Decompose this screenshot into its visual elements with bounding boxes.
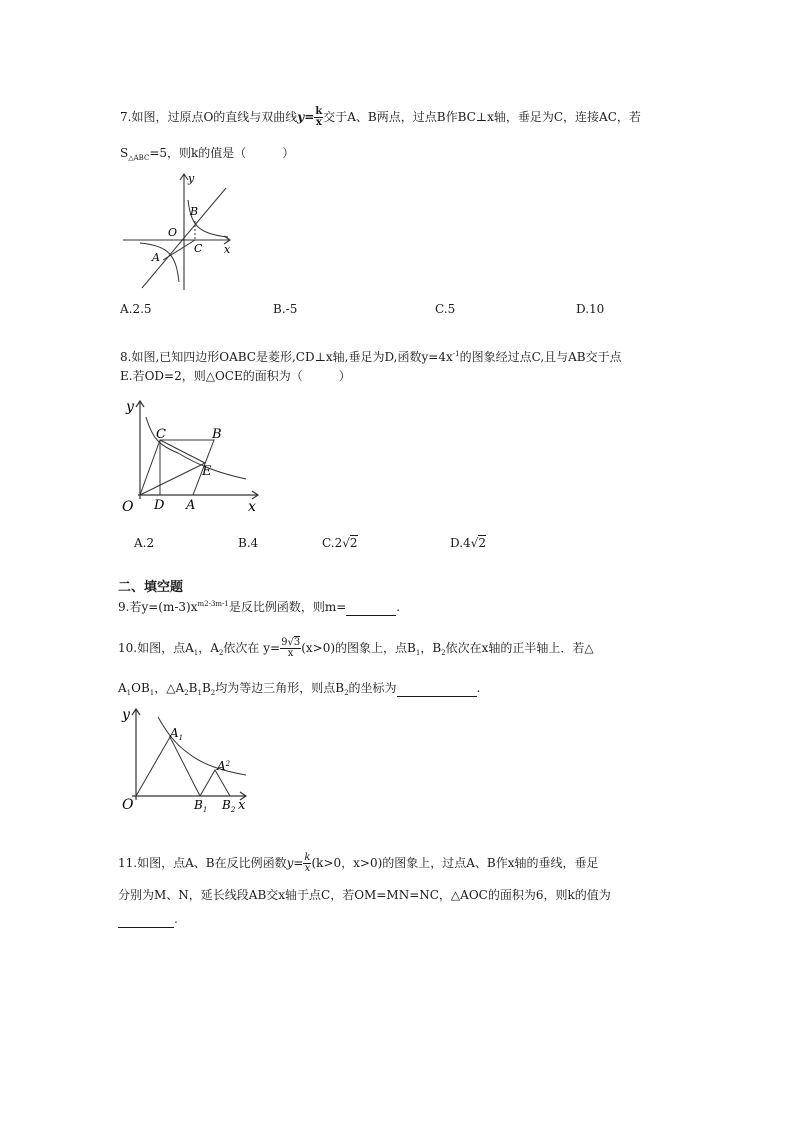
q10-label-b2-letter: B xyxy=(222,798,231,812)
q7-fraction xyxy=(314,107,323,128)
q7-label-o: O xyxy=(168,226,178,239)
q10-line2 xyxy=(118,680,480,701)
q10-l2-g: 的坐标为 xyxy=(348,681,397,695)
q10-l2-d: B xyxy=(188,681,198,695)
q10-answer-blank[interactable] xyxy=(397,680,477,697)
q10-label-a2-sub: 2 xyxy=(225,760,231,768)
q10-triangle-2 xyxy=(200,770,230,796)
q8-text-post: 的图象经过点C,且与AB交于点 xyxy=(459,350,622,364)
q10-l2-sub5: 2 xyxy=(210,689,216,697)
q9-text-post: 是反比例函数，则m= xyxy=(228,600,347,614)
q10-label-a1 xyxy=(169,726,183,742)
q8-label-b: B xyxy=(212,427,222,442)
section-heading-fill-in: 二、填空题 xyxy=(118,580,184,595)
q11-text-pre: 11.如图，点A、B在反比例函数 xyxy=(118,856,287,870)
q9-text-pre: 9.若y=(m-3)x xyxy=(118,600,198,614)
q10-sub-b1: 1 xyxy=(415,649,421,657)
q10-text-e: ，B xyxy=(420,641,442,655)
q10-label-o: O xyxy=(122,797,134,813)
q7-choice-d: D.10 xyxy=(576,302,605,316)
q7-label-c: C xyxy=(194,242,203,255)
q7-choice-c: C.5 xyxy=(435,302,456,316)
q8-label-x: x xyxy=(248,499,256,515)
q10-num-root: 3 xyxy=(293,637,301,648)
q10-text-c: 依次在 xyxy=(223,641,260,655)
q11-answer-blank[interactable] xyxy=(118,911,174,928)
q10-cond: (x>0) xyxy=(301,641,336,655)
q9-answer-blank[interactable] xyxy=(346,599,396,616)
q8-text-pre: 8.如图,已知四边形OABC是菱形,CD⊥x轴,垂足为D,函数y=4x xyxy=(120,350,453,364)
q10-l2-sub6: 2 xyxy=(344,689,349,697)
q10-frac-num: 9√3 xyxy=(281,637,301,648)
q11-y-eq: y= xyxy=(286,856,304,870)
q10-l2-sub3: 2 xyxy=(184,689,189,697)
q10-label-b2-sub: 2 xyxy=(230,806,236,814)
q7-y-eq: y= xyxy=(297,110,315,124)
q8-label-c: C xyxy=(156,427,166,442)
q7-label-x: x xyxy=(224,243,231,256)
q11-end: . xyxy=(174,912,178,926)
q8-choice-c-label: C.2 xyxy=(322,536,343,550)
q7-s-sub: △ABC xyxy=(128,154,150,162)
q9-line xyxy=(118,596,400,616)
q8-choice-c-sqrt: √ xyxy=(342,536,350,550)
q9-exponent: m2-3m-1 xyxy=(197,600,229,608)
q8-segment-ce xyxy=(160,440,205,463)
q10-triangle-1 xyxy=(136,737,200,796)
q10-text-b: ，A xyxy=(198,641,219,655)
q11-line3 xyxy=(118,911,178,928)
q9-end: . xyxy=(396,600,401,614)
q10-l2-sub1: 1 xyxy=(126,689,132,697)
q7-line2 xyxy=(120,145,294,166)
q7-frac-den: x xyxy=(315,117,322,128)
q8-label-d: D xyxy=(154,498,165,513)
q10-fraction xyxy=(280,638,301,659)
q10-label-a1-letter: A xyxy=(170,726,179,740)
q10-l2-sub2: 1 xyxy=(149,689,155,697)
q10-l2-sub4: 1 xyxy=(197,689,202,697)
q7-label-b: B xyxy=(190,205,199,218)
q11-line2: 分别为M、N，延长线段AB交x轴于点C，若OM=MN=NC，△AOC的面积为6，则k的值为 xyxy=(118,888,611,902)
q10-frac-den: x xyxy=(287,648,294,659)
q7-figure xyxy=(118,170,238,295)
q10-label-b1-letter: B xyxy=(194,798,203,812)
q8-label-y: y xyxy=(126,399,134,415)
q8-choice-d-radicand: 2 xyxy=(478,536,486,550)
q10-text-d: 的图象上，点B xyxy=(335,641,416,655)
q10-l2-e: B xyxy=(201,681,211,695)
q8-choice-c-radicand: 2 xyxy=(349,536,358,550)
q10-l2-b: OB xyxy=(131,681,150,695)
q11-frac-num: k xyxy=(304,852,311,863)
q8-choice-b: B.4 xyxy=(238,536,259,550)
q10-y-eq: y= xyxy=(263,641,281,655)
q10-text-a: 10.如图，点A xyxy=(118,641,194,655)
q11-text-post: (k>0，x>0)的图象上，过点A、B作x轴的垂线，垂足 xyxy=(311,856,599,870)
q10-label-a1-sub: 1 xyxy=(178,734,184,742)
q7-text-pre: 7.如图，过原点O的直线与双曲线 xyxy=(120,110,298,124)
q10-figure xyxy=(118,703,258,815)
q10-label-a2-letter: A xyxy=(217,759,226,773)
q8-label-a: A xyxy=(186,498,196,513)
q8-label-e: E xyxy=(202,464,212,479)
q7-text-post: 交于A、B两点，过点B作BC⊥x轴，垂足为C，连接AC，若 xyxy=(323,110,641,124)
q7-line2-post: =5，则k的值是（ ） xyxy=(149,146,295,160)
q7-frac-num: k xyxy=(315,106,323,117)
q8-choice-a: A.2 xyxy=(134,536,155,550)
q10-label-x: x xyxy=(238,798,246,813)
q8-choice-d xyxy=(450,536,486,550)
q10-num-9: 9 xyxy=(281,637,288,648)
q8-exponent: -1 xyxy=(452,350,460,358)
q8-label-o: O xyxy=(122,499,134,515)
q7-choice-b: B.-5 xyxy=(273,302,298,316)
q10-sub-a1: 1 xyxy=(193,649,199,657)
q10-label-b1 xyxy=(193,798,207,814)
q8-line2: E.若OD=2，则△OCE的面积为（ ） xyxy=(120,369,351,383)
q7-label-y: y xyxy=(188,172,195,185)
q10-line1 xyxy=(118,638,594,661)
q7-choice-a: A.2.5 xyxy=(120,302,152,316)
q8-line1 xyxy=(120,346,622,365)
q10-l2-f: 均为等边三角形，则点B xyxy=(215,681,345,695)
q11-frac-den: x xyxy=(304,863,311,874)
q8-figure xyxy=(118,395,268,520)
q10-l2-c: ，△A xyxy=(154,681,185,695)
q10-label-y: y xyxy=(122,707,130,723)
q10-sub-b2: 2 xyxy=(441,649,446,657)
q8-choice-d-sqrt: √ xyxy=(470,536,479,550)
q10-text-f: 依次在x轴的正半轴上．若△ xyxy=(445,641,594,655)
q8-choice-c xyxy=(322,536,358,550)
q7-segment-ac xyxy=(163,240,195,260)
q10-l2-a: A xyxy=(118,681,127,695)
q8-choice-d-label: D.4 xyxy=(450,536,471,550)
q10-end: . xyxy=(476,681,481,695)
q7-s: S xyxy=(120,146,129,160)
q11-line1 xyxy=(118,853,599,874)
q7-label-a: A xyxy=(152,251,160,264)
q10-label-b2 xyxy=(221,798,236,814)
q7-line1 xyxy=(120,107,641,128)
q10-sub-a2: 2 xyxy=(218,649,224,657)
q10-label-b1-sub: 1 xyxy=(202,806,208,814)
